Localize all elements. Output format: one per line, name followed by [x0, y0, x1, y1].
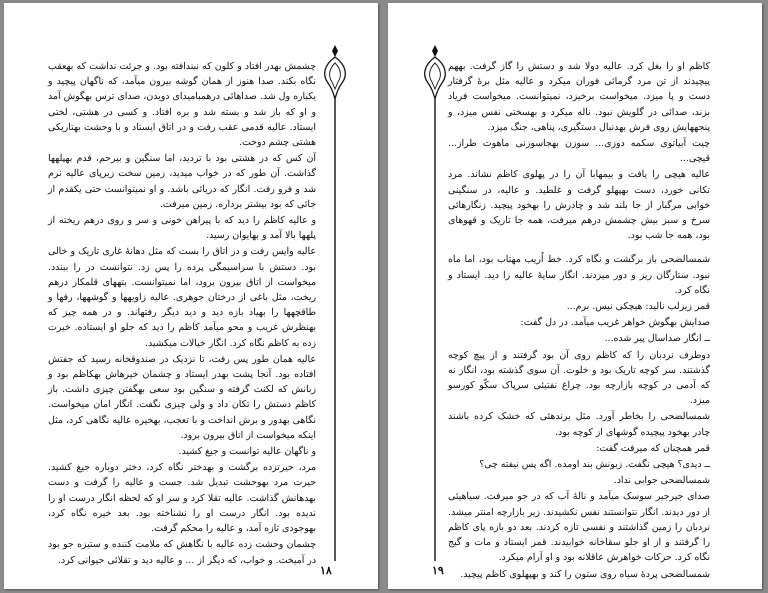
- paragraph: شمسالضحی جوابی نداد.: [613, 475, 710, 487]
- paragraph: عالیه همان طور پس رفت، تا نزدیک در صندوقخانه رسید که جفتش افتاده بود. آنجا پشت بهدر ایستاد و چشمان خیرهاش بهکاظم بود و زبانش که لکنت گرفته و سنگین بود سعی بهگفتن چیزی داشت. باز کاظم دستش را تکان داد و ولی چیزی نگفت. انگار امان میخواست. نگاهی بهدور و برش انداخت و با تعجب، بهخیره عالیه نگاهی کرد، مثل اینکه میخواست از اتاق بیرون برود.: [48, 353, 316, 441]
- paragraph: قمر زیرلب نالید: هیچکی نیس. برم...: [566, 301, 710, 313]
- paragraph: دوطرف نردبان را که کاظم روی آن بود گرفتند و از پیچ کوچه گذشتند. سر کوچه تاریک بود و خلوت. آن سوی گذشته بود، انگار نه که آدمی در کوچه بازارچه بود. چراغ نفتیئی سرپاک سکّو کورسو میزد.: [448, 349, 710, 407]
- paragraph: شمسالضحی را بخاطر آورد. مثل برندهئی که خشک کرده باشند چادر بهخود پیچیده گوشهای از کوچه بود.: [448, 411, 710, 438]
- paragraph: و ناگهان عالیه توانست و جیغ کشید.: [178, 446, 316, 458]
- page-number: ۱۸: [320, 564, 332, 577]
- paragraph: چشمش بهدر افتاد و کلون که نبندافته بود. و جرئت نداشت که بهعقب نگاه بکند. صدا هنوز از همان گوشه بیرون میآمد، که ناگهان پیچید و یکباره ول شد. صداهائی درهمبامیدای دویدن، صدای ترس بهگوش آمد و او که باز شد و بسته شد و بره افتاد. و کسی در هشتی، لختی ایستاد. عالیه قدمی عقب رفت و در اتاق ایستاد و با وحشت بهتاریکی هشتی چشم دوخت.: [48, 61, 316, 149]
- page-number: ۱۹: [432, 564, 444, 577]
- paragraph: عالیه وایس رفت و در اتاق را بست که مثل دهانهٔ غاری تاریک و خالی بود. دستش با سراسیمگی پرده را پس زد. نتوانست در را ببندد. میخواست از اتاق بیرون برود، اما نمیتوانست. بتههای قلمکار درهم ریخت، مثل باغی از درختان جوهری. عالیه زاویهها و گوشهها، رفها و طاقچهها را بهیاد بازه دید و دید دیگر رفتهاند. و در همه چیز که بهنظرش غریب و محو میآمد کاظم را دید که جلو او ایستاده. خیرت زده به کاظم نگاه کرد. انگار خیالات میکشید.: [48, 246, 316, 349]
- paragraph: چیت آبیاتوی سکمه دوزی... سوزن بهجاسوزنی ماهوت طراز... قیچی...: [448, 138, 710, 165]
- paragraph: آن کس که در هشتی بود با تردید، اما سنگین و بیرحم، قدم بهپلهها گذاشت. آن طور که در خواب میدید، زمین سخت زیرپای عالیه نرم شد و فرو رفت. انگار که دریائی باشد. و او نمیتوانست حتی یکقدم از جائی که بود بیشتر برداره. زمین میرفت.: [48, 153, 316, 210]
- left-page: [4, 3, 378, 589]
- paragraph: صدای جیرجیر سوسک میآمد و نالهٔ آب که در جو میرفت. سیاهیئی از دور دیدند. انگار نتوانستند نفس نکشیدند. زیر بازارچه امنتر میشد. نردبان را زمین گذاشتند و نفسی تازه کردند. بعد دو بازه پای کاظم را گرفتند و از او جلو سقاخانه خوابیدند. قمر ایستاد و مات و گیج نگاه کرد. حرکات خواهرش عاقلانه بود و او آرام میکرد.: [448, 491, 710, 564]
- ornament-icon: [320, 43, 350, 563]
- ornament-icon: [420, 43, 450, 563]
- right-page: [388, 3, 762, 589]
- paragraph: ــ انگار صداسال پیر شده...: [604, 333, 710, 345]
- paragraph: عالیه هیچی را یافت و بیمهابا آن را در پهلوی کاظم نشاند. مرد تکانی خورد، دست بهپهلو گرفت و غلطید. و عالیه، در سنگینی خوابی مرگبار از جا بلند شد و چادرش را بهخود پیچید. زنگارهائی سرخ و سبز بیش چشمش درهم میرفت، همه جا تاریک و قهوهای بود، همه جا شب بود.: [448, 169, 710, 242]
- paragraph: کاظم او را بغل کرد. عالیه دولا شد و دستش را گاز گرفت. بههم پیچیدند از تن مرد گرمائی فوران میکرد و عالیه مثل برهٔ گرفتار دست و پا میزد. میخواست برخیزد، نمیتوانست. میخواست فریاد بزند، صدائی در گلویش نبود. ناله میکرد و بهسختی نفس میزد، و پنجههایش روی فرش بهدنبال دستگیری، پناهی، جنگ میزد.: [448, 61, 710, 133]
- paragraph: و عالیه کاظم را دید که با پیراهن خونی و سر و روی درهم ریخته از پلهها بالا آمد و بهایوان رسید.: [48, 215, 316, 242]
- paragraph: صدایش بهگوش خواهر غریب میآمد. در دل گفت:: [520, 317, 710, 329]
- paragraph: شمسالضحی باز برگشت و نگاه کرد. خط اُریب مهتاب بود، اما ماه نبود. ستارگان ریز و دور میزدند. انگار سایهٔ عالیه را دید. ایستاد و نگاه کرد.: [448, 254, 710, 296]
- paragraph: ــ دیدی؟ هیچی نگفت. زبونش بند اومده. اگه پس نیفته چی؟: [479, 459, 710, 471]
- paragraph: قمر همچنان که میرفت گفت:: [596, 442, 710, 454]
- right-text-column: [448, 59, 710, 583]
- left-text-column: [48, 59, 316, 569]
- paragraph: مرد، حیرتزده برگشت و بهدختر نگاه کرد، دختر دوباره جیغ کشید. حیرت مرد بهوحشت تبدیل شد. جست و عالیه را گرفت و دست بهدهانش گذاشت. عالیه تقلا کرد و سر او که لحظه انگار درست او را ندیده بود. انگار درست او را نشناخته بود. بعد خیره نگاه کرد، بهوجودی تازه آمد، و عالیه را محکم گرفت.: [48, 462, 316, 535]
- paragraph: شمسالضحی پردهٔ سیاه روی ستون را کند و بهپهلوی کاظم پیچید.: [460, 568, 710, 580]
- paragraph: چشمان وحشت زده عالیه با نگاهش که ملامت کننده و ستیزه جو بود در آمیخت. و خواب، که دیگر از ... و عالیه دید و تقلائی حیوانی کرد.: [48, 539, 316, 566]
